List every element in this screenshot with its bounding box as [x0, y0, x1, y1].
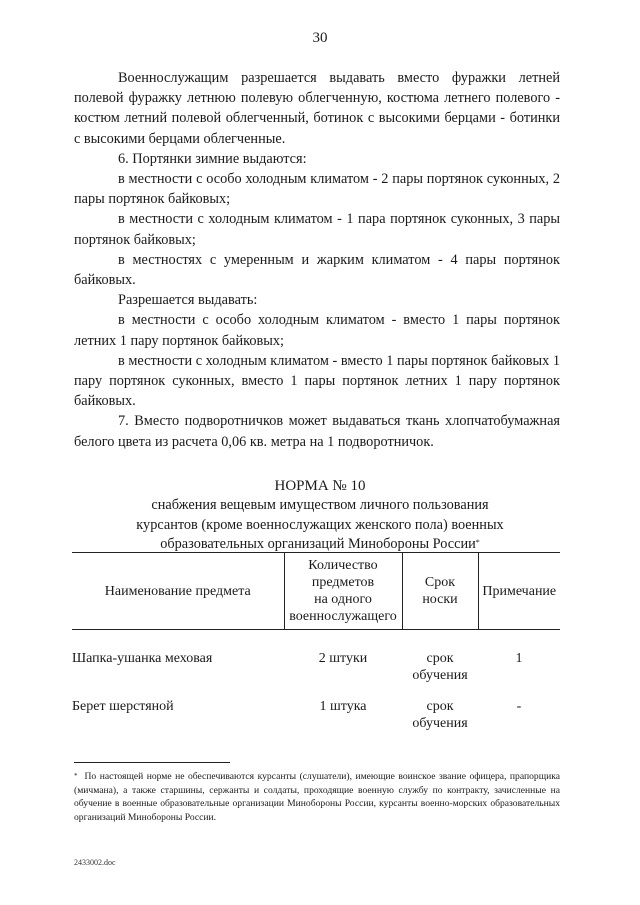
norm-subtitle-line: курсантов (кроме военнослужащих женского пола) военных [136, 516, 504, 533]
body-text [74, 68, 560, 452]
norm-subtitle [70, 496, 570, 555]
table-row [72, 684, 560, 732]
paragraph-replacement-items: Военнослужащим разрешается выдавать вместо фуражки летней полевой фуражку летнюю полевую облегченную, костюма летнего полевого - костюм летний полевой облегченный, ботинок с высокими берцами - ботинки с высокими берцами облегченные. [74, 70, 560, 147]
cell-note: - [516, 699, 522, 714]
page-number: 30 [312, 30, 328, 46]
footnote-mark: * [74, 772, 78, 780]
paragraph-allowed-cold: в местности с холодным климатом - вместо 1 пары портянок байковых 1 пару портянок суконных, вместо 1 пары портянок летних 1 пару портянок байковых. [74, 352, 560, 410]
paragraph-item-6: 6. Портянки зимние выдаются: [118, 150, 307, 167]
paragraph-allowed-very-cold: в местности с особо холодным климатом - вместо 1 пары портянок летних 1 пару портянок байковых; [74, 312, 560, 349]
cell-wear-term: срок обучения [412, 699, 468, 731]
paragraph-very-cold-climate: в местности с особо холодным климатом - 2 пары портянок суконных, 2 пары портянок байковых; [74, 171, 560, 208]
paragraph-moderate-climate: в местностях с умеренным и жарким климатом - 4 пары портянок байковых. [74, 251, 560, 289]
header-item-name: Наименование предмета [72, 553, 284, 630]
document-id: 2433002.doc [74, 858, 116, 867]
table-row [72, 630, 560, 685]
norm-subtitle-line: снабжения вещевым имуществом личного пользования [151, 497, 489, 513]
paragraph-item-7: 7. Вместо подворотничков может выдаваться ткань хлопчатобумажная белого цвета из расчета 0,06 кв. метра на 1 подворотничок. [74, 413, 560, 450]
footnote-marker: * [475, 538, 480, 547]
items-table [72, 552, 560, 732]
header-quantity: Количество предметов на одного военнослужащего [284, 553, 402, 630]
cell-item-name: Берет шерстяной [72, 699, 174, 714]
header-note: Примечание [478, 553, 560, 630]
cell-quantity: 2 штуки [318, 651, 368, 666]
header-wear-term: Срок носки [402, 553, 478, 630]
table-header-row [72, 553, 560, 630]
paragraph-cold-climate: в местности с холодным климатом - 1 пара портянок суконных, 3 пары портянок байковых; [74, 211, 560, 248]
cell-note: 1 [515, 651, 523, 666]
cell-wear-term: срок обучения [412, 651, 468, 683]
footnote-text: По настоящей норме не обеспечиваются курсанты (слушатели), имеющие воинское звание офицера, прапорщика (мичмана), а также старшины, сержанты и солдаты, проходящие военную службу по контракту, зачисленные на обучение в военные образовательные организации Минобороны России, курсанты военно-морских образовательных организаций Минобороны России. [74, 771, 561, 823]
cell-item-name: Шапка-ушанка меховая [72, 651, 213, 666]
norm-subtitle-line: образовательных организаций Минобороны России* [160, 536, 480, 552]
cell-quantity: 1 штука [319, 699, 367, 714]
paragraph-allowed: Разрешается выдавать: [118, 292, 258, 309]
footnote [74, 770, 560, 824]
norm-title: НОРМА № 10 [274, 478, 366, 494]
footnote-divider [74, 762, 230, 763]
